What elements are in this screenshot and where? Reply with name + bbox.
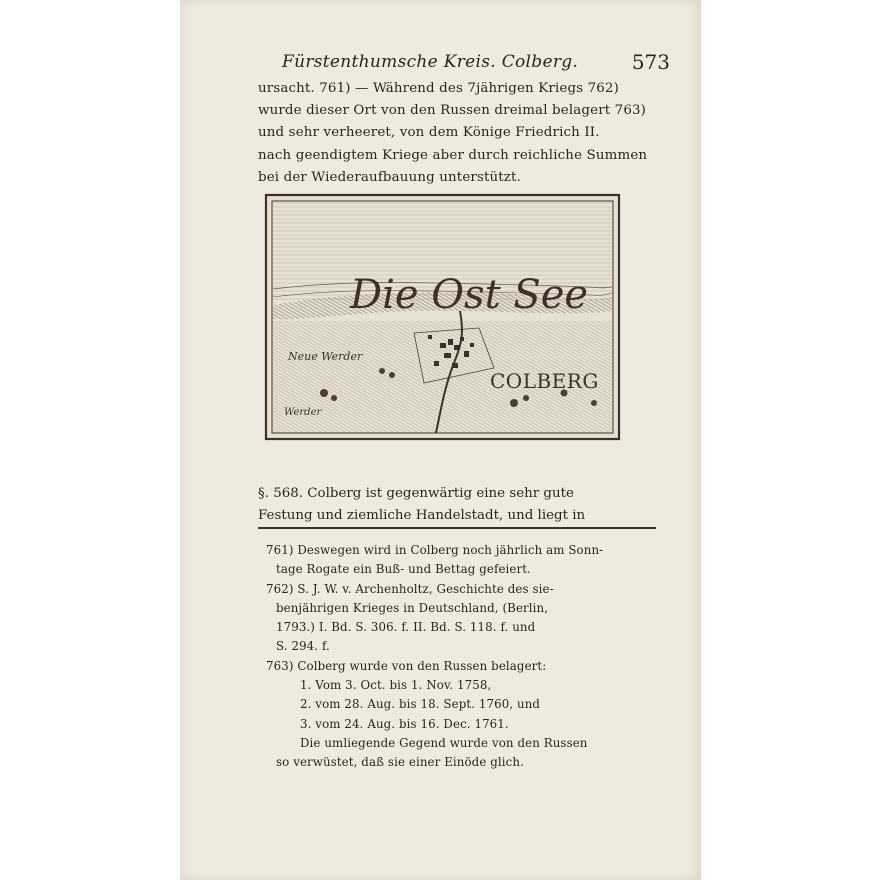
footnote-761: 761) Deswegen wird in Colberg noch jährlich am Sonn- [266, 543, 604, 557]
body-line: und sehr verheeret, von dem Könige Friedrich II. [258, 125, 600, 141]
body-line: wurde dieser Ort von den Russen dreimal belagert 763) [258, 103, 647, 119]
body-line: ursacht. 761) — Während des 7jährigen Kriegs 762) [258, 81, 619, 96]
siege-item: 2. vom 28. Aug. bis 18. Sept. 1760, und [300, 697, 541, 712]
footnotes [260, 541, 660, 773]
running-header [282, 48, 692, 76]
engraved-map [264, 193, 621, 441]
city-label: COLBERG [490, 369, 599, 393]
neue-werder-label: Neue Werder [288, 350, 363, 363]
map-illustration [264, 193, 621, 441]
footnote-line: benjährigen Krieges in Deutschland, (Berlin, [276, 600, 549, 615]
siege-item: 3. vom 24. Aug. bis 16. Dec. 1761. [300, 716, 509, 731]
body-paragraph [258, 78, 658, 189]
footnote-rule [258, 527, 656, 529]
footnote-line: tage Rogate ein Buß- und Bettag gefeiert. [276, 562, 531, 577]
section-line: Festung und ziemliche Handelstadt, und liegt in [258, 508, 586, 523]
body-line: nach geendigtem Kriege aber durch reichliche Summen [258, 147, 648, 163]
section-568 [258, 483, 658, 527]
map-title: Die Ost See [350, 272, 589, 318]
footnote-line: so verwüstet, daß sie einer Einöde glich. [276, 755, 524, 770]
footnote-763: 763) Colberg wurde von den Russen belagert: [266, 658, 547, 673]
header-title: Fürstenthumsche Kreis. Colberg. [282, 52, 579, 72]
footnote-line: 1793.) I. Bd. S. 306. f. II. Bd. S. 118. f. und [276, 620, 536, 635]
book-page [180, 0, 701, 880]
werder-label: Werder [284, 407, 322, 418]
siege-item: 1. Vom 3. Oct. bis 1. Nov. 1758, [300, 678, 492, 693]
body-line: bei der Wiederaufbauung unterstützt. [258, 169, 521, 185]
footnote-line: S. 294. f. [276, 639, 330, 654]
page-number: 573 [631, 50, 670, 74]
footnote-762: 762) S. J. W. v. Archenholtz, Geschichte des sie- [266, 581, 554, 596]
section-line: §. 568. Colberg ist gegenwärtig eine sehr gute [258, 486, 574, 501]
footnote-line: Die umliegende Gegend wurde von den Russen [300, 735, 588, 750]
